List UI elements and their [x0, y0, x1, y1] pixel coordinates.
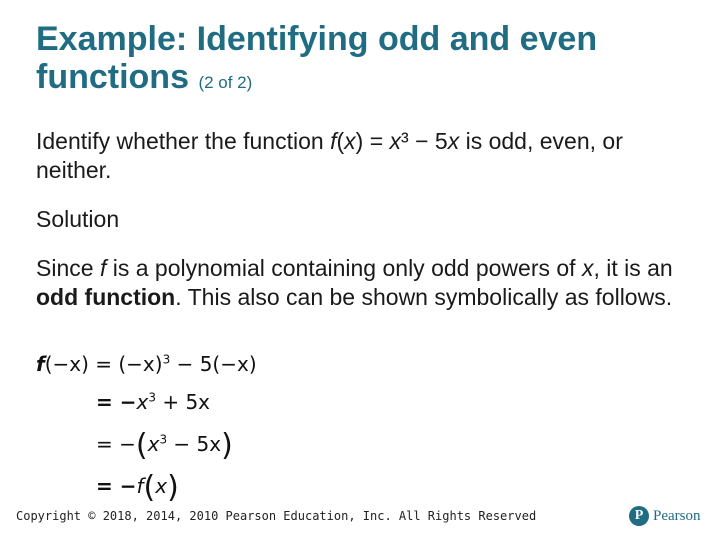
deriv3-eq: = − — [96, 432, 136, 456]
deriv3-rhs: − 5x — [167, 432, 222, 456]
problem-expr-rest: ³ − 5 — [401, 128, 448, 154]
slide-title — [36, 20, 696, 102]
title-part: (2 of 2) — [198, 73, 253, 92]
problem-prefix: Identify whether the function — [36, 128, 331, 154]
derivation-line-4 — [96, 470, 179, 505]
problem-expr-x: x — [389, 128, 402, 154]
deriv3-rparen: ) — [221, 428, 233, 463]
pearson-logo-icon: P — [629, 506, 649, 526]
problem-close-paren: ) — [355, 128, 364, 154]
solution-heading: Solution — [36, 206, 120, 232]
deriv3-exp: 3 — [159, 432, 168, 447]
deriv4-f: f — [136, 474, 144, 498]
solution-bold: odd function — [36, 284, 176, 310]
problem-statement — [36, 127, 696, 185]
deriv2-exp: 3 — [148, 390, 156, 405]
deriv2-eq: = − — [96, 390, 137, 414]
deriv2-x: x — [136, 390, 149, 414]
problem-var: x — [344, 128, 356, 154]
deriv3-lparen: ( — [135, 428, 148, 463]
derivation-line-3 — [96, 428, 233, 463]
deriv4-x: x — [155, 474, 168, 498]
title-main: Example: Identifying odd and even functions — [36, 20, 598, 96]
solution-text — [36, 254, 696, 312]
solution-text-2: is a polynomial containing only odd powers of — [106, 255, 582, 281]
problem-open-paren: ( — [336, 128, 345, 154]
solution-text-1: Since — [36, 255, 100, 281]
deriv4-lparen: ( — [143, 470, 156, 505]
problem-suffix: is odd, even, or neither. — [36, 128, 623, 183]
copyright-footer: Copyright © 2018, 2014, 2010 Pearson Education, Inc. All Rights Reserved — [16, 509, 537, 523]
deriv1-exp: 3 — [162, 352, 171, 367]
derivation-line-2 — [96, 390, 210, 414]
pearson-logo — [629, 506, 701, 526]
deriv3-x: x — [147, 432, 160, 456]
deriv1-rhs: − 5(−x) — [170, 352, 257, 376]
derivation-line-1 — [36, 352, 257, 376]
solution-f: f — [99, 255, 107, 281]
deriv4-rparen: ) — [167, 470, 179, 505]
problem-equals: = — [363, 128, 390, 154]
pearson-logo-text: Pearson — [653, 507, 701, 524]
problem-expr-x2: x — [447, 128, 460, 154]
solution-x: x — [581, 255, 594, 281]
solution-text-3: , it is an — [593, 255, 673, 281]
deriv4-eq: = − — [96, 474, 137, 498]
deriv1-lhs: (−x) = (−x) — [44, 352, 163, 376]
solution-text-4: . This also can be shown symbolically as follows. — [175, 284, 673, 310]
deriv2-rhs: + 5x — [155, 390, 211, 414]
problem-func-name: f — [330, 128, 337, 154]
deriv1-f: f — [36, 352, 45, 376]
